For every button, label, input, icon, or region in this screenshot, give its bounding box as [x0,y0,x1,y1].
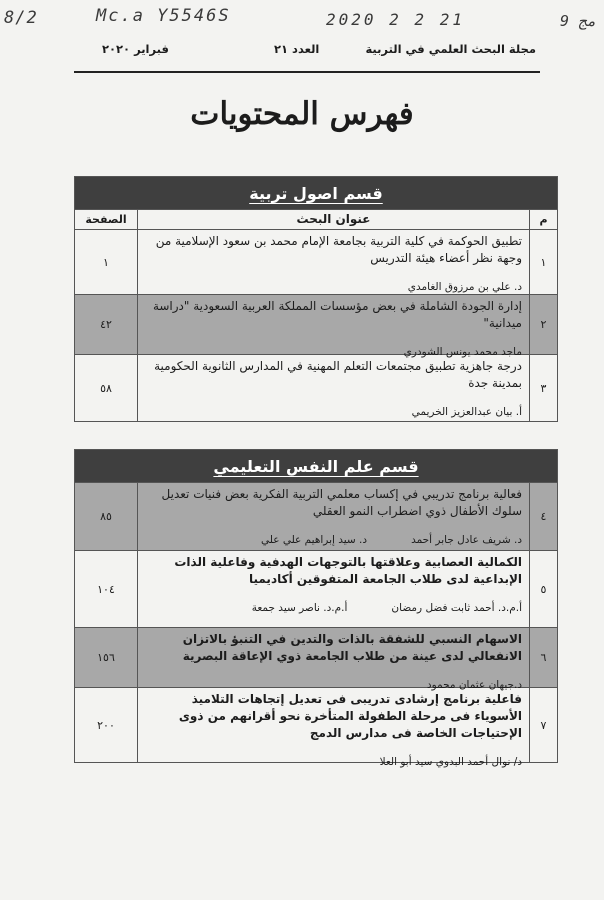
col-header-title: عنوان البحث [137,210,529,229]
entry-page: ٢٠٠ [97,718,115,732]
entry-author: ماجد محمد يونس الشودري [403,346,522,358]
entry-page: ٥٨ [100,381,112,395]
handwritten-date: 2020 2 2 21 [326,10,465,29]
toc-entry[interactable] [75,483,557,551]
handwritten-ref: مج 9 [560,12,597,30]
entry-cell [137,230,529,294]
entry-number: ٢ [529,295,557,354]
entry-title: إدارة الجودة الشاملة في بعض مؤسسات المملكة العربية السعودية "دراسة ميدانية" [152,299,522,330]
entry-number: ٣ [529,355,557,421]
entry-authors [144,532,522,549]
toc-entry[interactable] [75,230,557,295]
col-header-num: م [529,210,557,229]
entry-page: ١٥٦ [97,651,115,664]
entry-cell [137,551,529,627]
entry-cell [137,355,529,421]
entry-number: ٧ [529,688,557,762]
running-header [76,42,536,62]
entry-page: ١ [103,255,109,269]
entry-page: ٨٥ [100,510,112,523]
entry-cell [137,483,529,550]
issue-date: فبراير ٢٠٢٠ [102,42,169,56]
entry-author: د. سيد إبراهيم علي علي [261,534,368,546]
col-header-page: الصفحة [85,213,127,226]
entry-author: د. علي بن مرزوق الغامدي [407,281,522,293]
entry-page: ١٠٤ [97,582,115,596]
section-heading: قسم علم النفس التعليمي [75,450,557,483]
toc-entry[interactable] [75,295,557,358]
entry-title: فعالية برنامج تدريبي في إكساب معلمي التربية الفكرية بعض فنيات تعديل سلوك الأطفال ذوي اضطراب النمو العقلي [161,487,522,518]
entry-author: د/ نوال أحمد البدوي سيد أبو العلا [379,756,522,768]
entry-cell [137,295,529,358]
header-divider [74,71,540,73]
issue-number: العدد ٢١ [274,42,320,56]
entry-title: فاعلية برنامج إرشادى تدريبى فى تعديل إتجاهات التلاميذ الأسوياء فى مرحلة الطفولة المتأخرة نحو أقرانهم من ذوى الإحتياجات الخاصة فى مدارس الدمج [178,692,522,740]
entry-author: د.جيهان عثمان محمود [426,679,522,691]
column-header-row [75,210,557,230]
entry-title: الكمالية العصابية وعلاقتها بالتوجهات الهدفية وفاعلية الذات الإبداعية لدى طلاب الجامعة المتفوقين أكاديميا [174,555,522,586]
entry-author: أ.م.د. ناصر سيد جمعة [251,602,348,614]
handwritten-fraction: 8/2 [4,8,38,28]
entry-cell [137,628,529,691]
entry-authors [144,600,522,617]
toc-entry[interactable] [75,628,557,691]
entry-number: ١ [529,230,557,294]
section-educational-psychology [74,449,558,768]
entry-number: ٥ [529,551,557,627]
entry-cell [137,688,529,768]
handwritten-code: Mc.a Y5546S [96,6,231,26]
entry-number: ٦ [529,628,557,687]
toc-entry[interactable] [75,551,557,628]
entry-title: درجة جاهزية تطبيق مجتمعات التعلم المهنية في المدارس الثانوية الحكومية بمدينة جدة [154,359,522,390]
journal-name: مجلة البحث العلمي في التربية [365,42,536,56]
entry-author: أ.م.د. أحمد ثابت فضل رمضان [391,602,522,614]
entry-author: أ. بيان عبدالعزيز الخريمي [411,406,522,418]
entry-page: ٤٢ [100,318,112,331]
page-title: فهرس المحتويات [190,96,414,132]
entry-author: د. شريف عادل جابر أحمد [411,534,522,546]
section-education-foundations [74,176,558,422]
toc-entry[interactable] [75,688,557,768]
entry-title: تطبيق الحوكمة في كلية التربية بجامعة الإمام محمد بن سعود الإسلامية من وجهة نظر أعضاء هيئة التدريس [155,234,522,265]
entry-number: ٤ [529,483,557,550]
toc-entry[interactable] [75,355,557,421]
entry-title: الاسهام النسبي للشفقة بالذات والتدين في التنبؤ بالاتزان الانفعالي لدى عينة من طلاب الجامعة ذوي الإعاقة البصرية [182,632,522,663]
section-heading: قسم اصول تربية [75,177,557,210]
